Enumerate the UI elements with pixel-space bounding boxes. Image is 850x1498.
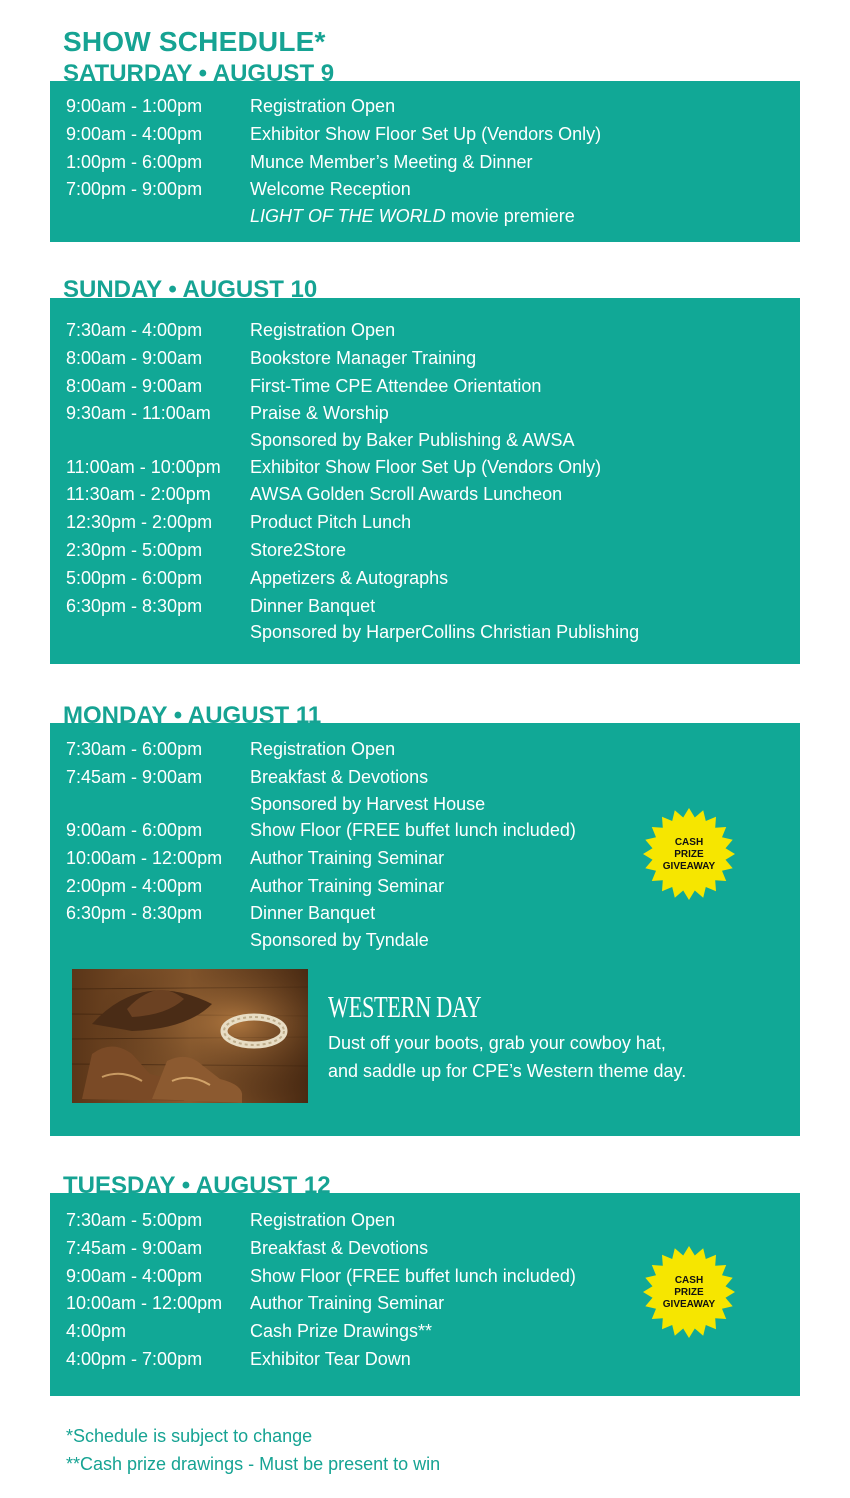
- event-time: 6:30pm - 8:30pm: [66, 903, 203, 924]
- schedule-row: [66, 1207, 800, 1235]
- event-title: Breakfast & Devotions: [250, 766, 429, 787]
- event-title: Exhibitor Tear Down: [250, 1348, 411, 1369]
- schedule-panel-monday: [50, 723, 800, 1136]
- schedule-row: [66, 593, 800, 646]
- schedule-row: [66, 121, 800, 149]
- day-heading-saturday: SATURDAY • AUGUST 9: [63, 60, 335, 82]
- event-details: [250, 317, 800, 345]
- schedule-row: [66, 176, 800, 229]
- event-details: [250, 93, 800, 121]
- event-title: Cash Prize Drawings**: [250, 1321, 433, 1342]
- event-time: 1:00pm - 6:00pm: [66, 151, 203, 172]
- event-title: Bookstore Manager Training: [250, 347, 477, 368]
- event-details: [250, 509, 800, 537]
- event-sponsor: [250, 428, 800, 454]
- event-title: Registration Open: [250, 320, 396, 340]
- event-title: Breakfast & Devotions: [250, 1237, 429, 1258]
- schedule-row: [66, 400, 800, 453]
- event-title: Registration Open: [250, 739, 396, 759]
- event-time: 9:00am - 4:00pm: [66, 123, 203, 144]
- event-details: [250, 454, 800, 482]
- schedule-row: [66, 149, 800, 177]
- schedule-row: [66, 317, 800, 345]
- event-time: 4:00pm: [66, 1321, 127, 1342]
- event-details: [250, 400, 800, 453]
- event-details: [250, 1207, 800, 1235]
- event-time: 5:00pm - 6:00pm: [66, 567, 203, 588]
- event-time: 12:30pm - 2:00pm: [66, 512, 213, 533]
- event-title: Exhibitor Show Floor Set Up (Vendors Only): [250, 123, 602, 144]
- event-time: 7:45am - 9:00am: [66, 766, 203, 787]
- event-title: Dinner Banquet: [250, 903, 376, 924]
- event-sponsor: [250, 204, 800, 230]
- cash-prize-badge: [642, 1245, 736, 1339]
- event-title: Registration Open: [250, 96, 396, 116]
- event-title: Appetizers & Autographs: [250, 567, 449, 588]
- event-details: [250, 481, 800, 509]
- event-time: 10:00am - 12:00pm: [66, 847, 223, 868]
- event-time: 7:00pm - 9:00pm: [66, 179, 203, 200]
- schedule-row: [66, 900, 800, 953]
- schedule-row: [66, 509, 800, 537]
- western-day-description: [328, 1029, 748, 1085]
- badge-line: GIVEAWAY: [662, 861, 716, 872]
- event-title: Welcome Reception: [250, 179, 411, 200]
- event-sponsor-text: Sponsored by Baker Publishing & AWSA: [250, 430, 575, 451]
- event-sponsor: [250, 620, 800, 646]
- schedule-row: [66, 345, 800, 373]
- western-line: Dust off your boots, grab your cowboy hat,: [328, 1033, 666, 1053]
- event-time: 7:30am - 5:00pm: [66, 1210, 203, 1230]
- event-time: 11:00am - 10:00pm: [66, 456, 221, 477]
- event-details: [250, 345, 800, 373]
- event-details: [250, 900, 800, 953]
- event-sponsor-text: Sponsored by Harvest House: [250, 793, 486, 814]
- page-title: SHOW SCHEDULE*: [63, 26, 326, 57]
- event-title: Show Floor (FREE buffet lunch included): [250, 820, 576, 841]
- footnote-schedule: *Schedule is subject to change: [66, 1426, 313, 1446]
- event-time: 9:00am - 1:00pm: [66, 96, 203, 116]
- event-title: Product Pitch Lunch: [250, 512, 412, 533]
- event-title: Author Training Seminar: [250, 1293, 445, 1314]
- event-title: Registration Open: [250, 1210, 396, 1230]
- event-time: 8:00am - 9:00am: [66, 375, 203, 396]
- schedule-row: [66, 481, 800, 509]
- event-time: 2:00pm - 4:00pm: [66, 875, 203, 896]
- badge-line: CASH: [674, 837, 704, 848]
- schedule-row: [66, 454, 800, 482]
- event-time: 11:30am - 2:00pm: [66, 484, 211, 505]
- event-time: 7:30am - 4:00pm: [66, 320, 203, 340]
- schedule-row: [66, 736, 800, 764]
- schedule-rows: [66, 317, 800, 646]
- event-sponsor: [250, 928, 800, 954]
- badge-line: PRIZE: [674, 849, 704, 860]
- event-time: 7:30am - 6:00pm: [66, 739, 203, 759]
- event-title: Author Training Seminar: [250, 875, 445, 896]
- schedule-row: [66, 373, 800, 401]
- schedule-row: [66, 537, 800, 565]
- event-sponsor-text: Sponsored by Tyndale: [250, 930, 429, 951]
- event-title: AWSA Golden Scroll Awards Luncheon: [250, 484, 563, 505]
- event-details: [250, 149, 800, 177]
- badge-line: CASH: [674, 1275, 704, 1286]
- event-title: Store2Store: [250, 540, 347, 561]
- event-details: [250, 736, 800, 764]
- day-heading-monday: MONDAY • AUGUST 11: [63, 702, 322, 724]
- badge-line: PRIZE: [674, 1287, 704, 1298]
- event-time: 8:00am - 9:00am: [66, 347, 203, 368]
- schedule-row: [66, 1346, 800, 1374]
- event-details: [250, 593, 800, 646]
- event-time: 9:00am - 6:00pm: [66, 820, 203, 841]
- event-title: Show Floor (FREE buffet lunch included): [250, 1265, 576, 1286]
- schedule-panel-tuesday: [50, 1193, 800, 1396]
- event-details: [250, 565, 800, 593]
- schedule-rows: [66, 93, 800, 230]
- event-time: 4:00pm - 7:00pm: [66, 1348, 203, 1369]
- event-details: [250, 373, 800, 401]
- event-sponsor-text: Sponsored by HarperCollins Christian Publishing: [250, 622, 640, 643]
- event-details: [250, 121, 800, 149]
- event-title: Exhibitor Show Floor Set Up (Vendors Only): [250, 456, 602, 477]
- event-title: First-Time CPE Attendee Orientation: [250, 375, 542, 396]
- cowboy-boots-photo: [72, 969, 308, 1103]
- cash-prize-badge: [642, 807, 736, 901]
- event-time: 6:30pm - 8:30pm: [66, 595, 203, 616]
- event-time: 9:00am - 4:00pm: [66, 1265, 203, 1286]
- footnote-cash-prize: **Cash prize drawings - Must be present to win: [66, 1454, 441, 1474]
- event-details: [250, 1346, 800, 1374]
- event-title: Praise & Worship: [250, 403, 389, 424]
- badge-line: GIVEAWAY: [662, 1299, 716, 1310]
- event-details: [250, 176, 800, 229]
- day-heading-tuesday: TUESDAY • AUGUST 12: [63, 1172, 331, 1194]
- event-sponsor-text: movie premiere: [445, 206, 575, 227]
- event-title: Dinner Banquet: [250, 595, 376, 616]
- event-details: [250, 537, 800, 565]
- western-line: and saddle up for CPE’s Western theme day.: [328, 1061, 687, 1081]
- schedule-panel-sunday: [50, 298, 800, 664]
- event-title: Munce Member’s Meeting & Dinner: [250, 151, 533, 172]
- movie-title: LIGHT OF THE WORLD: [250, 206, 446, 227]
- event-time: 2:30pm - 5:00pm: [66, 540, 203, 561]
- event-title: Author Training Seminar: [250, 847, 445, 868]
- event-time: 7:45am - 9:00am: [66, 1237, 203, 1258]
- schedule-row: [66, 565, 800, 593]
- western-day-title: WESTERN DAY: [328, 989, 482, 1024]
- schedule-row: [66, 93, 800, 121]
- schedule-panel-saturday: [50, 81, 800, 242]
- event-time: 9:30am - 11:00am: [66, 403, 211, 424]
- day-heading-sunday: SUNDAY • AUGUST 10: [63, 276, 318, 298]
- event-time: 10:00am - 12:00pm: [66, 1293, 223, 1314]
